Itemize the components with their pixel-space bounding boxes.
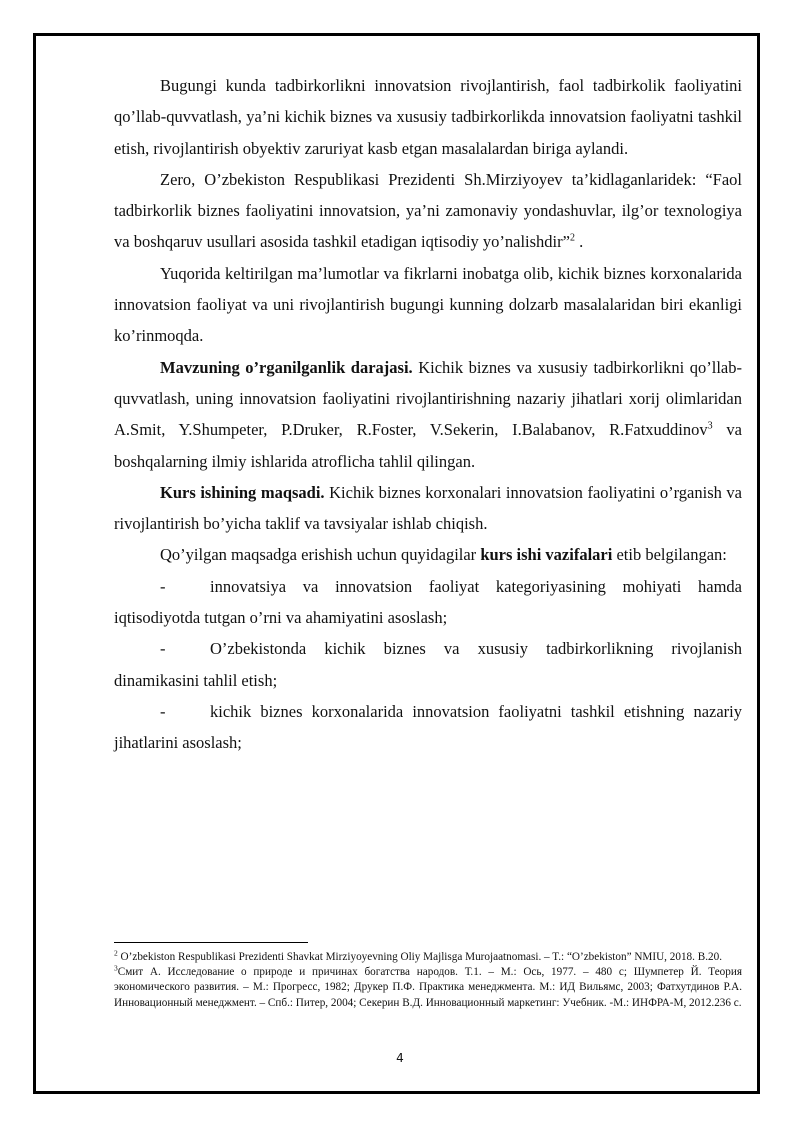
study-degree-tail: va boshqalarning ilmiy ishlarida atroflicha tahlil qilingan.	[114, 420, 742, 471]
footnote-number: 2	[114, 948, 118, 958]
footnote-ref-3[interactable]: 3	[707, 420, 713, 432]
quote-text: Zero, O’zbekiston Respublikasi Prezidenti Sh.Mirziyoyev ta’kidlaganlaridek: “Faol tadbirkorlik biznes faoliyatini innovatsion, ya’ni zamonaviy yondashuvlar, ilg’or texnologiya va boshqaruv usullari asosida tashkil etadigan iqtisodiy yo’nalishdir”	[114, 169, 742, 252]
paragraph-tasks-intro	[114, 539, 742, 570]
study-degree-text: Kichik biznes va xususiy tadbirkorlikni qo’llab-quvvatlash, uning innovatsion faoliyatini rivojlantirishning nazariy jihatlari xorij olimlaridan A.Smit, Y.Shumpeter, P.Druker, R.Foster, V.Sekerin, I.Balabanov, R.Fatxuddinov	[114, 357, 742, 440]
paragraph-study-degree	[114, 352, 742, 477]
goal-heading: Kurs ishining maqsadi.	[160, 482, 325, 502]
goal-text: Kichik biznes korxonalari innovatsion faoliyatini o’rganish va rivojlantirish bo’yicha taklif va tavsiyalar ishlab chiqish.	[114, 482, 742, 534]
tasks-intro-text: Qo’yilgan maqsadga erishish uchun quyidagilar	[160, 545, 481, 565]
tasks-heading: kurs ishi vazifalari	[480, 545, 613, 565]
footnote-number: 3	[114, 963, 118, 973]
list-dash: -	[160, 639, 166, 659]
list-item-text: innovatsiya va innovatsion faoliyat kategoriyasining mohiyati hamda iqtisodiyotda tutgan o’rni va ahamiyatini asoslash;	[114, 576, 742, 628]
tasks-intro-tail: etib belgilangan:	[612, 545, 727, 565]
footnote-text: Смит А. Исследование о природе и причинах богатства народов. Т.1. – М.: Ось, 1977. – 480 с; Шумпетер Й. Теория экономического развития. – М.: Прогресс, 1982; Друкер П.Ф. Практика менеджмента. М.: ИД Вильямс, 2003; Фатхутдинов Р.А. Инновационный менеджмент. – Спб.: Питер, 2004; Секерин В.Д. Инновационный маркетинг: Учебник. -М.: ИНФРА-М, 2012.236 с.	[114, 966, 742, 1009]
quote-tail: .	[574, 232, 584, 252]
page-number: 4	[396, 1051, 404, 1065]
paragraph-relevance: Yuqorida keltirilgan ma’lumotlar va fikrlarni inobatga olib, kichik biznes korxonalarida innovatsion faoliyat va uni rivojlantirish bugungi kunning dolzarb masalalaridan biri ekanligi ko’rinmoqda.	[114, 263, 742, 346]
study-degree-heading: Mavzuning o’rganilganlik darajasi.	[160, 357, 413, 377]
footnote-3	[114, 965, 742, 1011]
footnotes	[114, 950, 742, 1011]
list-item	[114, 571, 742, 634]
main-text	[114, 70, 742, 759]
list-dash: -	[160, 576, 166, 596]
paragraph-goal	[114, 477, 742, 540]
footnote-separator	[114, 942, 308, 943]
paragraph-intro: Bugungi kunda tadbirkorlikni innovatsion rivojlantirish, faol tadbirkolik faoliyatini qo’llab-quvvatlash, ya’ni kichik biznes va xususiy tadbirkorlikda innovatsion faoliyatni tashkil etish, rivojlantirish obyektiv zaruriyat kasb etgan masalalardan biriga aylandi.	[114, 76, 742, 158]
paragraph-president-quote	[114, 164, 742, 258]
footnote-2	[114, 950, 742, 965]
list-item-text: kichik biznes korxonalarida innovatsion faoliyatni tashkil etishning nazariy jihatlarini asoslash;	[114, 701, 742, 753]
footnote-ref-2[interactable]: 2	[569, 232, 575, 244]
list-dash: -	[160, 701, 166, 721]
list-item-text: O’zbekistonda kichik biznes va xususiy tadbirkorlikning rivojlanish dinamikasini tahlil etish;	[114, 639, 742, 690]
list-item	[114, 696, 742, 759]
footnote-text: O’zbekiston Respublikasi Prezidenti Shavkat Mirziyoyevning Oliy Majlisga Murojaatnomasi. – T.: “O’zbekiston” NMIU, 2018. B.20.	[117, 951, 722, 963]
list-item	[114, 633, 742, 696]
